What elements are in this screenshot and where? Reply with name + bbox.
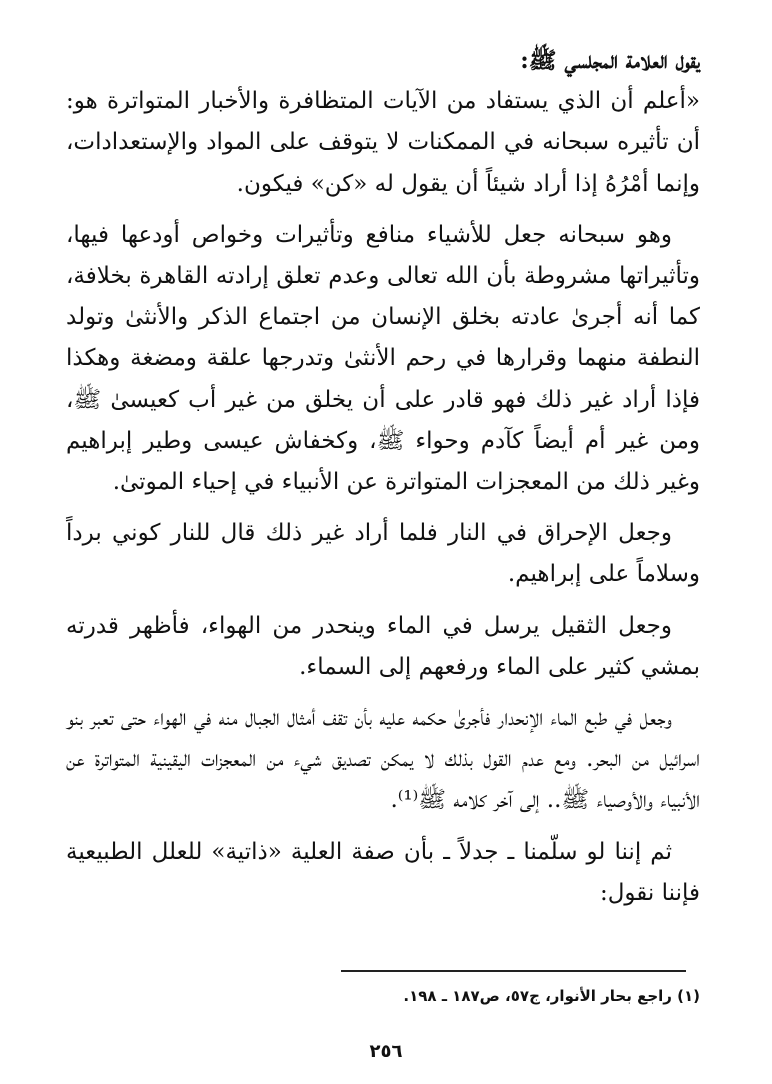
footnote: (١) راجع بحار الأنوار، ج٥٧، ص١٨٧ ـ ١٩٨. xyxy=(403,987,700,1005)
paragraph-3: وجعل الإحراق في النار فلما أراد غير ذلك قال للنار كوني برداً وسلاماً على إبراهيم. xyxy=(66,520,700,588)
quote-heading: يقول العلامة المجلسي ﷺ: xyxy=(520,47,700,74)
paragraph-5: وجعل في طبع الماء الإنحدار فأجرىٰ حكمه عليه بأن تقف أمثال الجبال منه في الهواء حتى تعبر بنو اسرائيل من البحر. ومع عدم القول بذلك لا يمكن تصديق شيء من المعجزات اليقينية المتواترة عن الأنبياء والأوصياء ﷺ.. إلى آخر كلامه ﷺ⁽¹⁾. xyxy=(66,705,700,814)
paragraph-4: وجعل الثقيل يرسل في الماء وينحدر من الهواء، فأظهر قدرته بمشي كثير على الماء ورفعهم إلى السماء. xyxy=(66,612,700,680)
paragraph-2: وهو سبحانه جعل للأشياء منافع وتأثيرات وخواص أودعها فيها، وتأثيراتها مشروطة بأن الله تعالى وعدم تعلق إرادته القاهرة بخلافة، كما أنه أجرىٰ عادته بخلق الإنسان من اجتماع الذكر والأنثىٰ وتولد النطفة منهما وقرارها في رحم الأنثىٰ وتدرجها علقة ومضغة وهكذا فإذا أراد غير ذلك فهو قادر على أن يخلق من غير أب كعيسىٰ ﷺ، ومن غير أم أيضاً كآدم وحواء ﷺ، وكخفاش عيسى وطير إبراهيم وغير ذلك من المعجزات المتواترة عن الأنبياء في إحياء الموتىٰ. xyxy=(66,221,700,496)
main-text xyxy=(66,40,700,924)
paragraph-1: «أعلم أن الذي يستفاد من الآيات المتظافرة والأخبار المتواترة هو: أن تأثيره سبحانه في الممكنات لا يتوقف على المواد والإستعدادات، وإنما أمْرُهُ إذا أراد شيئاً أن يقول له «كن» فيكون. xyxy=(66,88,700,197)
page-number: ٢٥٦ xyxy=(369,1041,403,1062)
footnote-divider xyxy=(341,970,686,972)
paragraph-6: ثم إننا لو سلّمنا ـ جدلاً ـ بأن صفة العلية «ذاتية» للعلل الطبيعية فإننا نقول: xyxy=(66,838,700,906)
